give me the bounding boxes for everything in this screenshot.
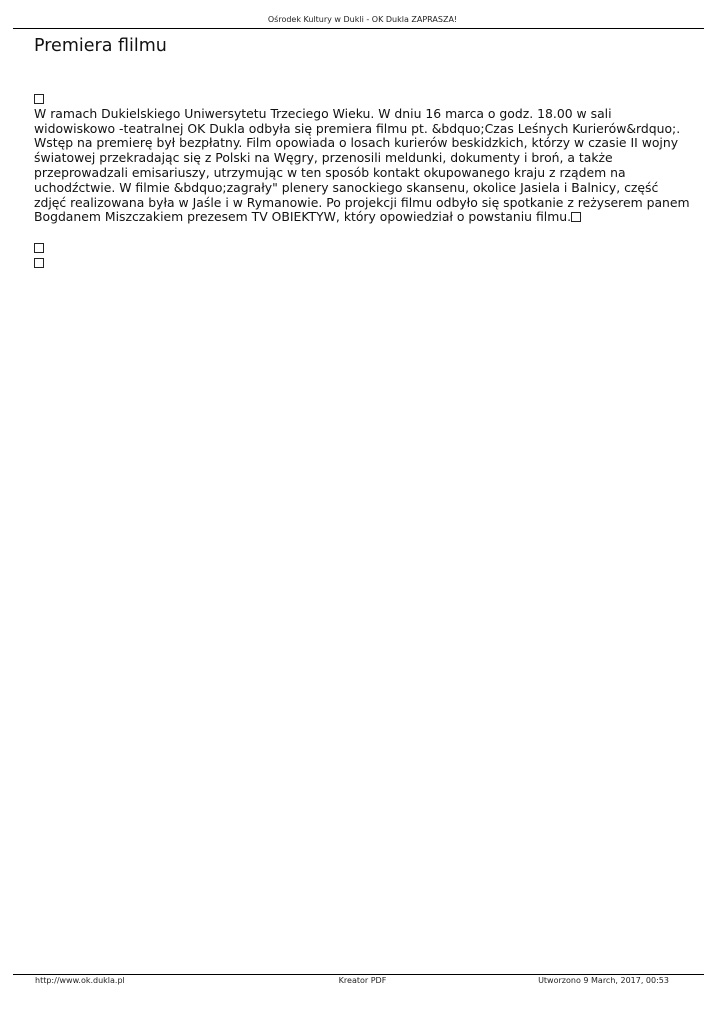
- footer-url: http://www.ok.dukla.pl: [35, 976, 125, 985]
- empty-paragraph: [34, 241, 694, 256]
- footer-created: Utworzono 9 March, 2017, 00:53: [538, 976, 669, 985]
- footer-divider: [13, 974, 704, 975]
- paragraph-top: [34, 92, 694, 107]
- header-site-title: Ośrodek Kultury w Dukli - OK Dukla ZAPRASZA!: [267, 15, 458, 24]
- empty-paragraph: [34, 256, 694, 271]
- footer-generator: Kreator PDF: [338, 976, 387, 985]
- missing-glyph-icon: [34, 94, 44, 104]
- article-body: [34, 107, 694, 225]
- paragraph-gap: [34, 225, 694, 241]
- missing-glyph-icon: [34, 243, 44, 253]
- missing-glyph-icon: [571, 212, 581, 222]
- missing-glyph-icon: [34, 258, 44, 268]
- article-title: Premiera flilmu: [34, 36, 167, 56]
- header-divider: [13, 28, 704, 29]
- article-body-text: W ramach Dukielskiego Uniwersytetu Trzeciego Wieku. W dniu 16 marca o godz. 18.00 w sali widowiskowo -teatralnej OK Dukla odbyła się premiera filmu pt. &bdquo;Czas Leśnych Kurierów&rdquo;. Wstęp na premierę był bezpłatny. Film opowiada o losach kurierów beskidzkich, którzy w czasie II wojny światowej przekradając się z Polski na Węgry, przenosili meldunki, dokumenty i broń, a także przeprowadzali emisariuszy, utrzymując w ten sposób kontakt okupowanego kraju z rządem na uchodźctwie. W filmie &bdquo;zagrały" plenery sanockiego skansenu, okolice Jasiela i Balnicy, część zdjęć realizowana była w Jaśle i w Rymanowie. Po projekcji filmu odbyło się spotkanie z reżyserem panem Bogdanem Miszczakiem prezesem TV OBIEKTYW, który opowiedział o powstaniu filmu.: [34, 105, 690, 225]
- article-content: [34, 92, 694, 271]
